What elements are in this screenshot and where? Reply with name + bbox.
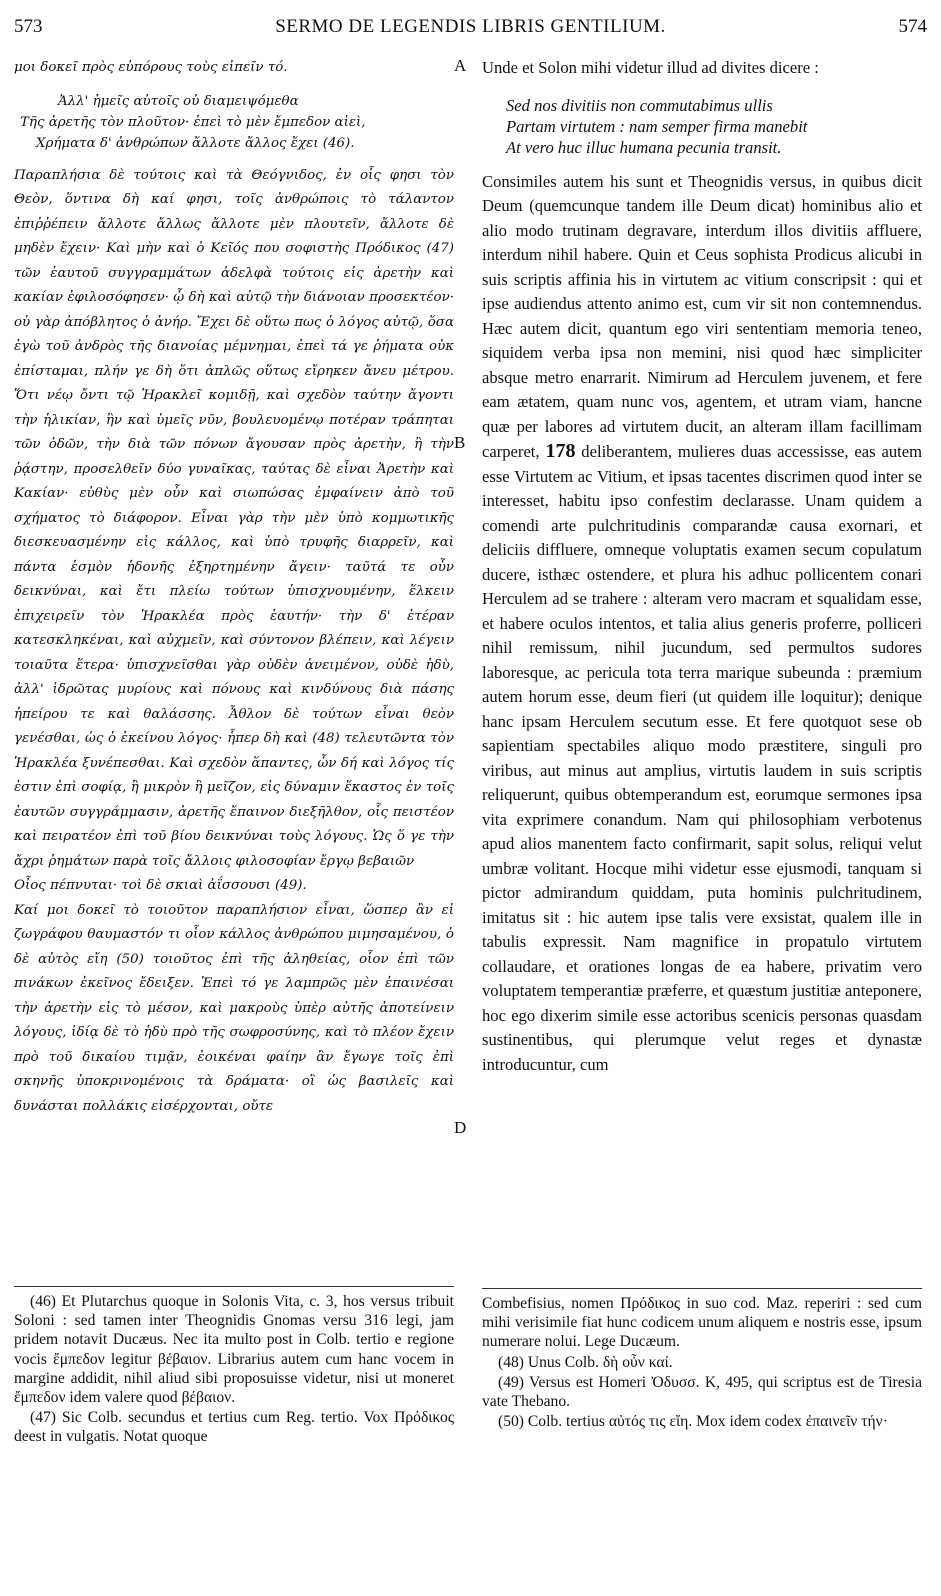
greek-verse (14, 91, 454, 154)
greek-verse-line: Ἀλλ' ἡμεῖς αὐτοῖς οὐ διαμειψόμεθα (58, 93, 299, 109)
footnote: (49) Versus est Homeri Ὀδυσσ. Κ, 495, qui scriptus est de Tiresia vate Thebano. (482, 1373, 922, 1411)
greek-paragraph-2: Καί μοι δοκεῖ τὸ τοιοῦτον παραπλήσιον εἶναι, ὥσπερ ἂν εἰ ζωγράφου θαυμαστόν τι οἷον κάλλος ἀνθρώπου μιμησαμένου, ὁ δὲ αὐτὸς εἴη (50) τοιοῦτος ἐπὶ τῆς ἀληθείας, οἷον ἐπὶ τῶν πινάκων ἐκεῖνος ἔδειξεν. Ἐπεὶ τό γε λαμπρῶς μὲν ἐπαινέσαι τὴν ἀρετὴν εἰς τὸ μέσον, καὶ μακροὺς ὑπὲρ αὐτῆς ἀποτείνειν λόγους, ἰδίᾳ δὲ τὸ ἡδὺ πρὸ τῆς σωφροσύνης, καὶ τὸ πλέον ἔχειν πρὸ τοῦ δικαίου τιμᾷν, ἐοικέναι φαίην ἂν ἔγωγε τοῖς ἐπὶ σκηνῆς ὑποκρινομένοις τὰ δράματα· οἳ ὡς βασιλεῖς καὶ δυνάσται πολλάκις εἰσέρχονται, οὔτε (14, 902, 454, 1114)
running-title: SERMO DE LEGENDIS LIBRIS GENTILIUM. (275, 16, 666, 37)
page-number-left: 573 (14, 16, 43, 37)
footnotes-left (14, 1292, 454, 1448)
notes-divider-right (482, 1288, 922, 1289)
column-number: 178 (545, 440, 576, 462)
latin-intro: Unde et Solon mihi videtur illud ad divites dicere : (482, 58, 819, 77)
margin-letter-d: D (454, 1118, 467, 1137)
notes-divider-left (14, 1286, 454, 1287)
greek-verse-line: Τῆς ἀρετῆς τὸν πλοῦτον· ἐπεὶ τὸ μὲν ἔμπεδον αἰεὶ, (20, 114, 366, 130)
margin-letter-a: A (454, 56, 467, 75)
greek-verse-line: Χρήματα δ' ἀνθρώπων ἄλλοτε ἄλλος ἔχει (46). (36, 135, 355, 151)
greek-verse-2: Οἶος πέπνυται· τοὶ δὲ σκιαὶ ἀΐσσουσι (49). (14, 878, 307, 893)
margin-letter-b: B (454, 433, 466, 452)
latin-verse (482, 95, 922, 158)
latin-paragraph-1-a: Consimiles autem his sunt et Theognidis versus, in quibus dicit Deum (quemcunque tandem ille Deum dicat) hominibus alio et alio modo trutinam degravare, interdum illos divitiis affluere, interdum nihil habere. Quin et Ceus sophista Prodicus alicubi in suis scriptis affinia his in virtutem ac vitium conscripsit : qui et ipse audiendus attento animo est, cum vir sit non contemnendus. Hæc autem dicit, quantum ego viri sententiam memoria teneo, siquidem verba ipsa non memini, nisi quod hæc simpliciter absque metro enarrarit. Nimirum ad Herculem juvenem, et fere eam ætatem, quam nunc vos, agentem, et utram viam, hancne quæ per labores ad virtutem ducit, an alteram illam facillimam carperet, (482, 171, 922, 461)
footnotes-right (482, 1294, 922, 1432)
latin-verse-line: Sed nos divitiis non commutabimus ullis (506, 95, 773, 115)
latin-column (482, 56, 922, 1077)
page-number-right: 574 (898, 16, 927, 37)
latin-paragraph-1-b: deliberantem, mulieres duas accessisse, eas autem esse Virtutem ac Vitium, et ipsas tacentes discrimen quod inter se interesset, habitu ipso confestim declarasse. Unam quidem a comendi arte pulchritudinis comparandæ causa exornari, et deliciis diffluere, omneque voluptatis examen secum copulatum ducere, isthæc ostendere, et plura his adhuc pollicentem conari Herculem ad se trahere : alteram vero macram et squalidam esse, et habere oculos intentos, et talia alius generis proferre, polliceri nihil remissum, nihil jucundum, sed permultos sudores laboresque, ac pericula tota terra marique subeunda : præmium autem horum esse, deum fieri (ut quidem ille loquitur); denique hanc ipsam Herculem secutum esse. Et fere quotquot sese ob sapientiam spectabiles aliquo modo præstitere, singuli pro viribus, aut minus aut amplius, virtutis laudem in suis scriptis reliquerunt, quibus obtemperandum est, eorumque sermones ipsa vita exprimere conandum. Nam qui philosophiam verbotenus apud alios manentem facto confirmarit, sapit solus, reliqui velut umbræ volitant. Hocque mihi videtur esse ejusmodi, tanquam si pictor admirandum quiddam, puta hominis pulchritudinem, imitatus sit : hic autem ipse talis vere exsistat, qualem ille in tabulis expressit. Nam magnifice in propatulo virtutem collaudare, et orationes longas de ea habere, privatim vero voluptatem temperantiæ præferre, et quæstum justitiæ anteponere, hoc ego dixerim simile esse actoribus scenicis personas quasdam sustinentibus, qui plerumque velut reges et dynastæ introducuntur, cum (482, 442, 922, 1074)
footnote: (48) Unus Colb. δὴ οὖν καί. (498, 1353, 673, 1371)
footnote: (47) Sic Colb. secundus et tertius cum Reg. tertio. Vox Πρόδικος deest in vulgatis. Notat quoque (14, 1409, 454, 1446)
latin-verse-line: Partam virtutem : nam semper firma manebit (506, 116, 808, 136)
running-header (14, 14, 927, 44)
footnote: (46) Et Plutarchus quoque in Solonis Vita, c. 3, hos versus tribuit Soloni : sed tamen inter Theognidis Gnomas versu 316 legi, jam pridem notavit Ducæus. Nec ita multo post in Colb. tertio e regione vocis ἔμπεδον legitur βέβαιον. Librarius autem cum hanc vocem in margine addidit, nihil aliud sibi proposuisse videtur, nisi ut moneret ἔμπεδον idem valere quod βέβαιον. (14, 1293, 454, 1407)
latin-paragraph-1 (482, 170, 922, 1078)
footnote: Combefisius, nomen Πρόδικος in suo cod. Maz. reperiri : sed cum mihi verisimile fiat hunc codicem unum aliquem e nostris esse, ipsum numerare nolui. Lege Ducæum. (482, 1295, 922, 1351)
greek-column (14, 56, 454, 1119)
greek-paragraph-1: Παραπλήσια δὲ τούτοις καὶ τὰ Θεόγνιδος, ἐν οἷς φησι τὸν Θεὸν, ὅντινα δὴ καί φησι, τοῖς ἀνθρώποις τὸ τάλαντον ἐπιῤῥέπειν ἄλλοτε ἄλλως ἄλλοτε μὲν πλουτεῖν, ἄλλοτε δὲ μηδὲν ἔχειν· Καὶ μὴν καὶ ὁ Κεῖός που σοφιστὴς Πρόδικος (47) τῶν ἑαυτοῦ συγγραμμάτων ἀδελφὰ τούτοις εἰς ἀρετὴν καὶ κακίαν ἐφιλοσόφησεν· ᾧ δὴ καὶ αὐτῷ τὴν διάνοιαν προσεκτέον· οὐ γὰρ ἀπόβλητος ὁ ἀνήρ. Ἔχει δὲ οὕτω πως ὁ λόγος αὐτῷ, ὅσα ἐγὼ τοῦ ἀνδρὸς τῆς διανοίας μέμνημαι, ἐπεὶ τά γε ῥήματα οὐκ ἐπίσταμαι, πλήν γε δὴ ὅτι ἁπλῶς οὕτως εἴρηκεν ἄνευ μέτρου. Ὅτι νέῳ ὄντι τῷ Ἡρακλεῖ κομιδῇ, καὶ σχεδὸν ταύτην ἄγοντι τὴν ἡλικίαν, ἣν καὶ ὑμεῖς νῦν, βουλευομένῳ ποτέραν τράπηται τῶν ὁδῶν, τὴν διὰ τῶν πόνων ἄγουσαν πρὸς ἀρετὴν, ἢ τὴν ῥᾴστην, προσελθεῖν δύο γυναῖκας, ταύτας δὲ εἶναι Ἀρετὴν καὶ Κακίαν· εὐθὺς μὲν οὖν καὶ σιωπώσας ἐμφαίνειν ἀπὸ τοῦ σχήματος τὸ διάφορον. Εἶναι γὰρ τὴν μὲν ὑπὸ κομμωτικῆς διεσκευασμένην εἰς κάλλος, καὶ ὑπὸ τρυφῆς διαρρεῖν, καὶ πάντα ἑσμὸν ἡδονῆς ἐξηρτημένην ἄγειν· ταῦτά τε οὖν δεικνύναι, καὶ ἔτι πλείω τούτων ὑπισχνουμένην, ἕλκειν ἐπιχειρεῖν τὸν Ἡρακλέα πρὸς ἑαυτήν· τὴν δ' ἑτέραν κατεσκληκέναι, καὶ αὐχμεῖν, καὶ σύντονον βλέπειν, καὶ λέγειν τοιαῦτα ἕτερα· ὑπισχνεῖσθαι γὰρ οὐδὲν ἀνειμένον, οὐδὲ ἡδὺ, ἀλλ' ἱδρῶτας μυρίους καὶ πόνους καὶ κινδύνους διὰ πάσης ἠπείρου τε καὶ θαλάσσης. Ἆθλον δὲ τούτων εἶναι θεὸν γενέσθαι, ὡς ὁ ἐκείνου λόγος· ἧπερ δὴ καὶ (48) τελευτῶντα τὸν Ἡρακλέα ξυνέπεσθαι. Καὶ σχεδὸν ἅπαντες, ὧν δή καὶ λόγος τίς ἐστιν ἐπὶ σοφίᾳ, ἢ μικρὸν ἢ μεῖζον, εἰς δύναμιν ἕκαστος ἐν τοῖς ἑαυτῶν συγγράμμασιν, ἀρετῆς ἔπαινον διεξῆλθον, οἷς πειστέον καὶ πειρατέον ἐπὶ τοῦ βίου δεικνύναι τοὺς λόγους. Ὡς ὅ γε τὴν ἄχρι ῥημάτων παρὰ τοῖς ἄλλοις φιλοσοφίαν ἔργῳ βεβαιῶν (14, 167, 454, 869)
footnote: (50) Colb. tertius αὐτός τις εἴη. Mox idem codex ἐπαινεῖν τήν· (498, 1413, 888, 1431)
latin-verse-line: At vero huc illuc humana pecunia transit. (506, 137, 782, 157)
greek-intro: μοι δοκεῖ πρὸς εὐπόρους τοὺς εἰπεῖν τό. (14, 60, 288, 75)
